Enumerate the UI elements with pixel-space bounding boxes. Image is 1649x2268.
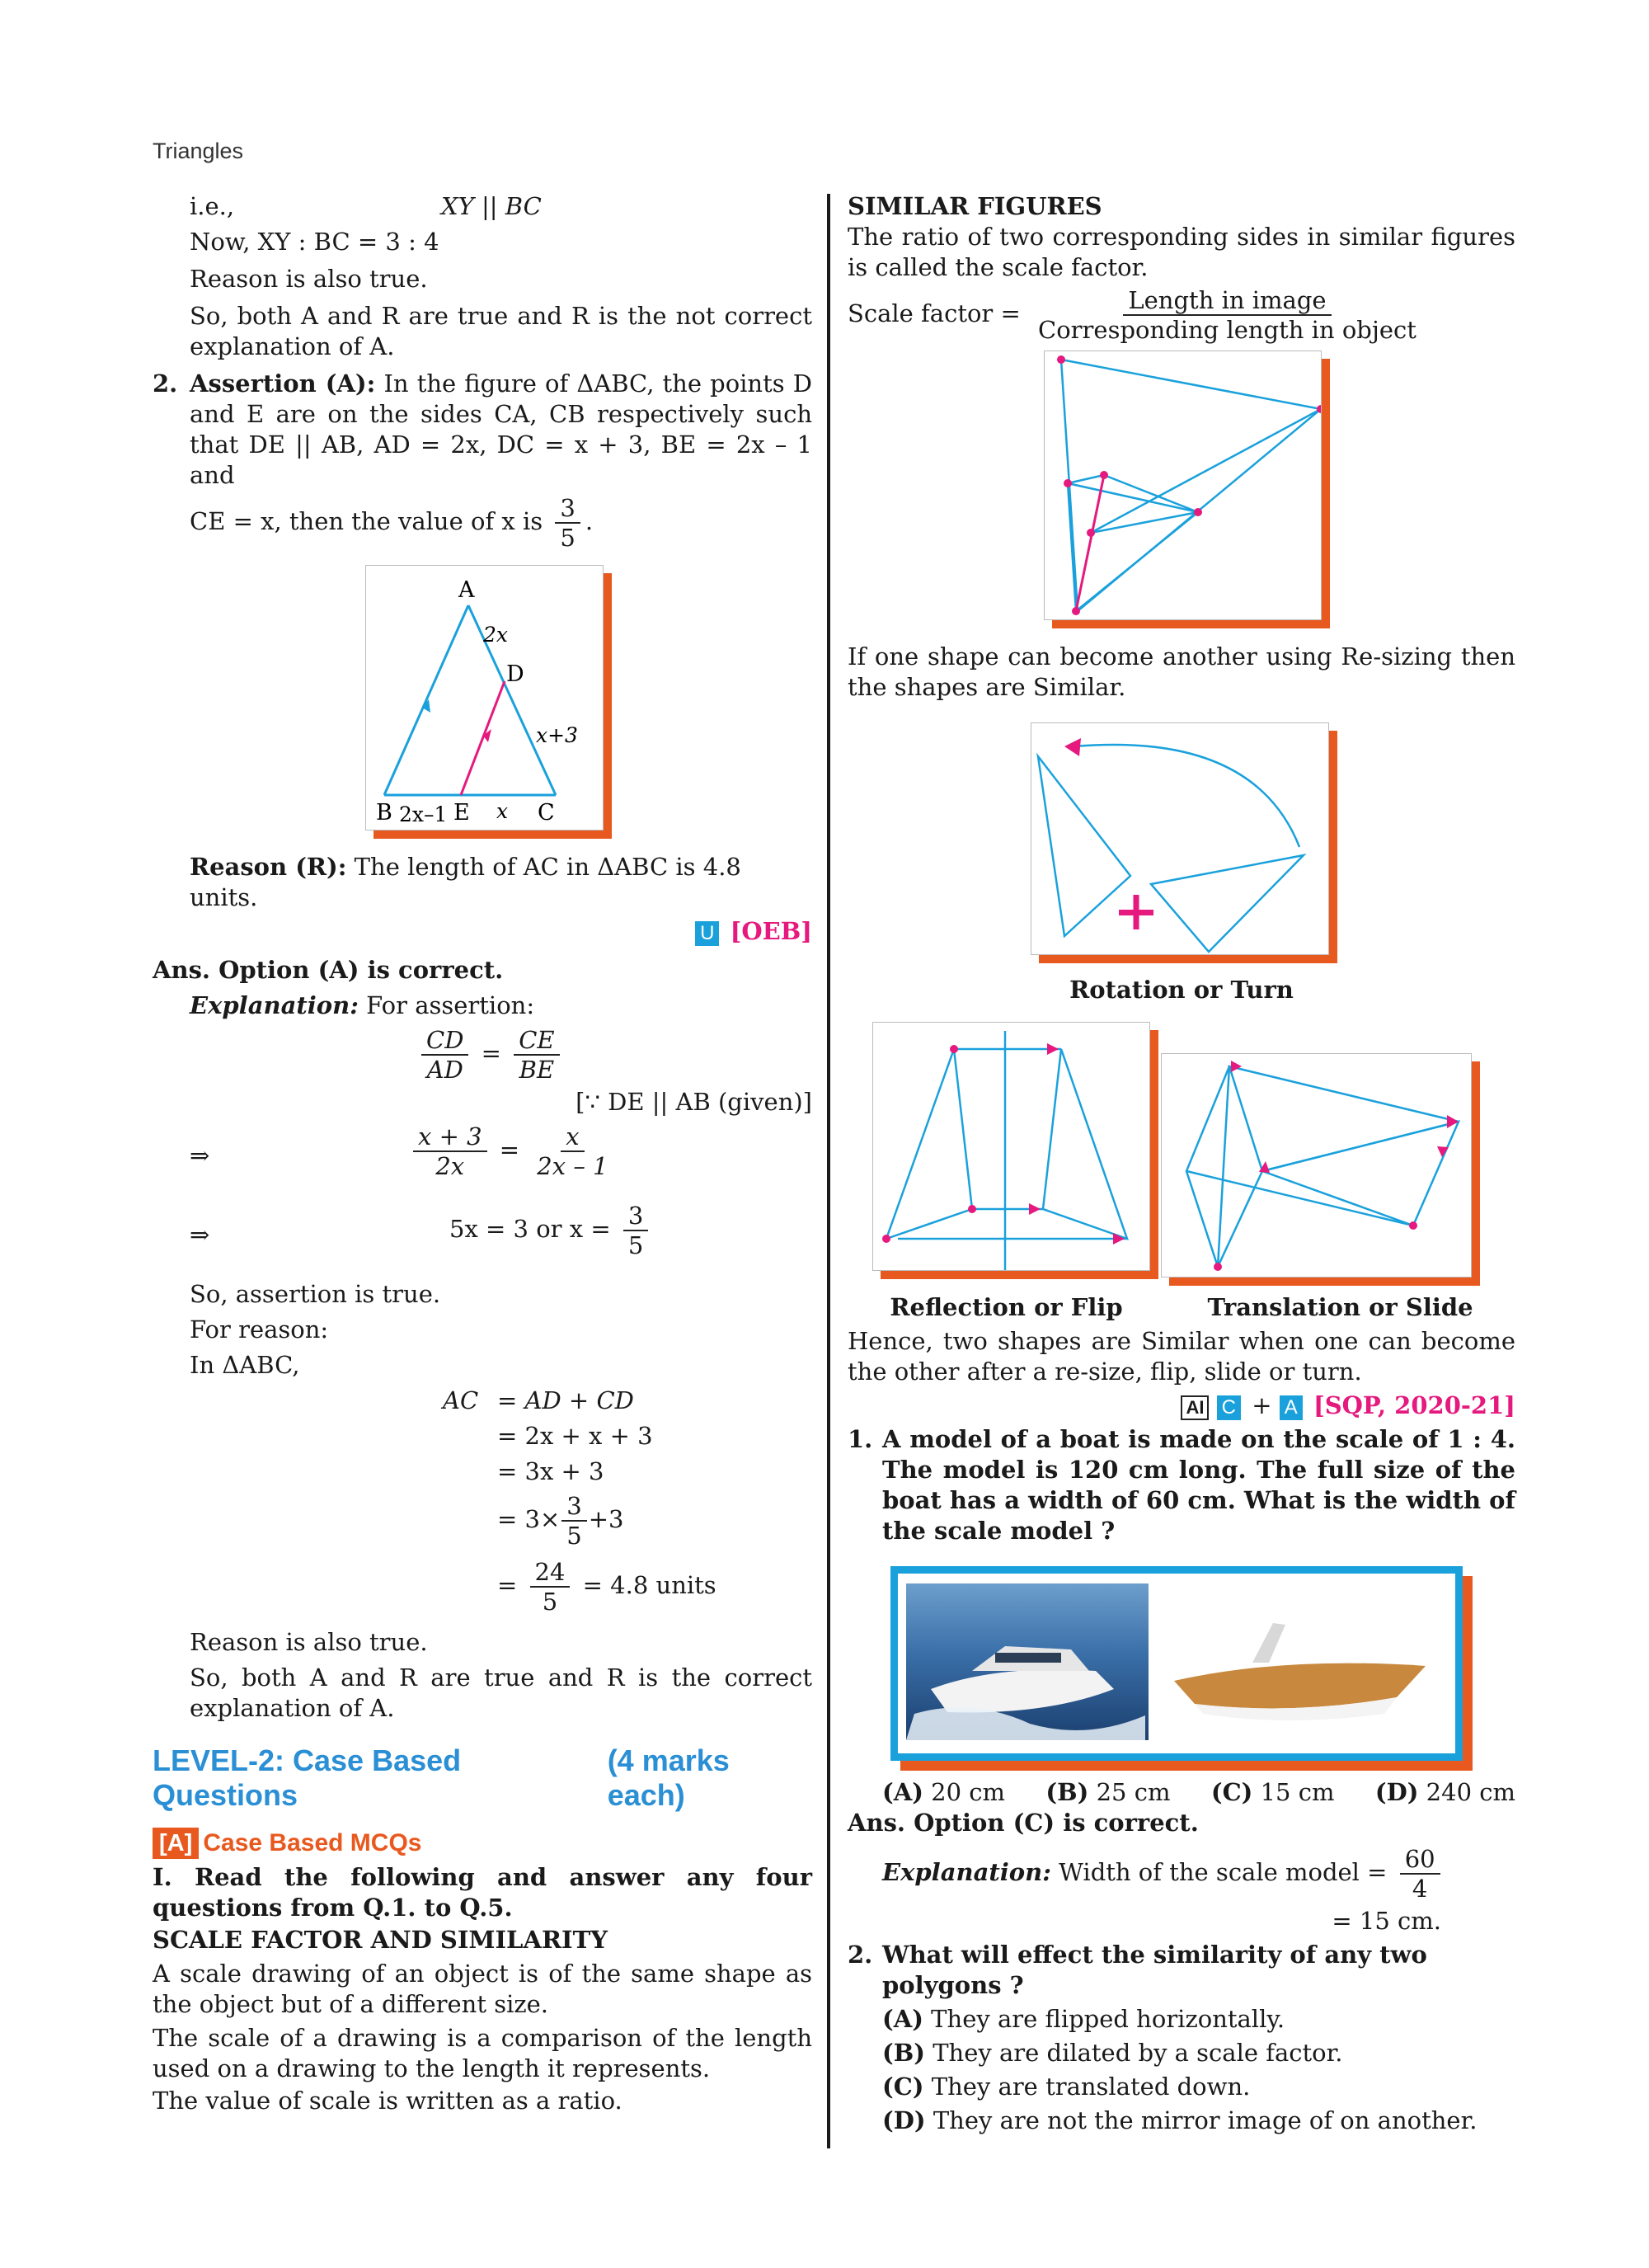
scale-factor-heading: SCALE FACTOR AND SIMILARITY [153, 1926, 608, 1954]
tag-plus: + [1252, 1391, 1272, 1419]
vertex-dot [882, 1235, 890, 1243]
shape-b [1229, 1066, 1459, 1171]
segment-de [461, 681, 505, 795]
equation-1 [153, 1026, 812, 1084]
translation-caption: Translation or Slide [1207, 1293, 1473, 1321]
rotation-arrowhead [1064, 738, 1081, 756]
case-heading [153, 1828, 812, 1859]
rotation-diagram [1031, 723, 1328, 954]
q1-option-c-text: 15 cm [1260, 1778, 1335, 1806]
rotation-arc [1074, 745, 1299, 847]
q1-option-a [882, 1777, 1005, 1808]
q1-answer: Ans. Option (C) is correct. [848, 1809, 1199, 1837]
q1 [848, 1424, 1515, 1546]
label-d: D [506, 661, 524, 687]
level-marks: (4 marks each) [607, 1743, 730, 1812]
vertex-dot [1100, 471, 1108, 479]
q2-option-a-key: (A) [882, 2005, 923, 2033]
translation-diagram [1162, 1054, 1471, 1277]
reflection-diagram [873, 1023, 1149, 1270]
ac5-pre: = [497, 1571, 518, 1599]
connector-4 [1091, 409, 1321, 533]
question-2 [153, 369, 812, 491]
label-x: x [496, 799, 509, 823]
vertex-dot [1409, 1221, 1417, 1230]
scale-factor-formula [848, 286, 1515, 344]
q1-option-b [1045, 1777, 1170, 1808]
reason-text: The length of AC in ΔABC is 4.8 units. [190, 853, 741, 911]
right-shape [1043, 1049, 1127, 1239]
q1-number: 1. [848, 1425, 873, 1453]
ac-line-5 [153, 1558, 812, 1616]
label-2x-1: 2x–1 [399, 802, 448, 826]
scale-factor-label: Scale factor = [848, 299, 1021, 327]
case-tag: [A] [153, 1828, 199, 1859]
q2-option-b-text: They are dilated by a scale factor. [933, 2039, 1343, 2067]
resize-para: If one shape can become another using Re-sizing then the shapes are Similar. [848, 642, 1515, 701]
ac4-den: 5 [566, 1522, 582, 1550]
arrow-top [1047, 1043, 1059, 1055]
arrow-1 [1231, 1061, 1242, 1072]
ac-line-2: = 2x + x + 3 [497, 1422, 653, 1450]
vertex-dot [1194, 508, 1202, 516]
ac-line-1 [153, 1386, 812, 1416]
q1-option-a-key: (A) [882, 1778, 923, 1806]
q2-option-d [848, 2106, 1515, 2136]
answer-line: Ans. Option (A) is correct. [153, 956, 504, 984]
vertex-dot [1064, 479, 1072, 487]
eq3-num: 3 [623, 1202, 648, 1231]
transform-captions [848, 1292, 1515, 1323]
in-abc: In ΔABC, [190, 1351, 300, 1379]
conclusion-1: So, both A and R are true and R is the not correct explanation of A. [190, 302, 812, 360]
rotation-figure [1031, 722, 1329, 955]
eq1-equals: = [481, 1039, 501, 1067]
tag-oeb-line [153, 916, 812, 947]
label-2x: 2x [483, 623, 509, 647]
instruction: I. Read the following and answer any four questions from Q.1. to Q.5. [153, 1863, 812, 1922]
ac4-pre: = 3× [497, 1505, 561, 1533]
q2-option-c-text: They are translated down. [931, 2073, 1251, 2101]
label-e: E [453, 800, 470, 826]
vertex-dot [1072, 607, 1080, 615]
hence-para: Hence, two shapes are Similar when one can become the other after a re-size, flip, slide or turn. [848, 1327, 1515, 1386]
implies-1: ⇒ [190, 1141, 210, 1169]
case-title: Case Based MCQs [203, 1829, 422, 1856]
scale-factor-num: Length in image [1123, 286, 1331, 316]
explanation-text: For assertion: [366, 991, 535, 1019]
similar-figures-para: The ratio of two corresponding sides in similar figures is called the scale factor. [848, 223, 1515, 281]
q1-explanation [848, 1845, 1515, 1903]
small-triangle [1068, 483, 1198, 611]
ie-value: XY || BC [441, 192, 542, 220]
reason-line [153, 852, 812, 913]
q2-option-c [848, 2072, 1515, 2102]
boat-images [890, 1566, 1463, 1761]
q1-text: A model of a boat is made on the scale of 1 : 4. The model is 120 cm long. The full size of the boat has a width of 60 cm. What is the width of the scale model ? [882, 1425, 1515, 1545]
assertion-true: So, assertion is true. [190, 1280, 441, 1308]
left-column [153, 191, 812, 2116]
eq1-r-num: CE [514, 1026, 559, 1056]
ac-label: AC [443, 1386, 479, 1414]
q2-text-end-line: CE = x, then the value of x is $\frac{3}{5}$ . [190, 494, 594, 552]
original-triangle [1151, 855, 1304, 952]
reason-true-1: Reason is also true. [190, 265, 428, 293]
level-heading [153, 1743, 812, 1813]
scale-factor-den: Corresponding length in object [1038, 316, 1416, 344]
equation-3 [153, 1202, 812, 1268]
q2-number: 2. [153, 369, 178, 398]
q1-num: 60 [1400, 1845, 1440, 1875]
ac-line-1-rhs: = AD + CD [497, 1386, 634, 1414]
ie-label: i.e., [190, 192, 235, 220]
vertex-dot [968, 1205, 976, 1213]
q1-option-c [1211, 1777, 1335, 1808]
paragraph-2: The scale of a drawing is a comparison of the length used on a drawing to the length it represents. [153, 2024, 812, 2082]
label-x-plus-3: x+3 [536, 723, 578, 747]
tag-c: C [1217, 1395, 1241, 1420]
q2-text-end: CE = x, then the value of x is [190, 507, 543, 535]
q2-frac-den: 5 [560, 524, 576, 552]
q2-frac-num: 3 [555, 494, 580, 524]
connector-1 [1068, 475, 1104, 483]
large-triangle [1061, 360, 1321, 611]
label-b: B [376, 800, 392, 826]
translation-figure [1161, 1053, 1472, 1278]
yacht-windows [995, 1653, 1061, 1663]
q2-option-d-key: (D) [882, 2106, 926, 2134]
eq1-l-num: CD [421, 1026, 468, 1056]
tag-sqp: [SQP, 2020-21] [1313, 1391, 1515, 1419]
tag-u: U [695, 921, 719, 946]
ac-line-4 [153, 1492, 812, 1550]
eq3-text: 5x = 3 or x = [449, 1215, 611, 1243]
conclusion-2: So, both A and R are true and R is the correct explanation of A. [190, 1663, 812, 1722]
q2-label: Assertion (A): [190, 369, 376, 398]
arrow-bottom [1113, 1233, 1125, 1245]
eq2-equals: = [499, 1136, 520, 1164]
eq3-den: 5 [627, 1231, 644, 1259]
explanation-line [153, 990, 812, 1021]
label-a: A [458, 577, 475, 603]
q2-option-b-key: (B) [882, 2039, 925, 2067]
ac4-post: +3 [588, 1505, 624, 1533]
because-line: [∵ DE || AB (given)] [576, 1088, 812, 1116]
tag-sqp-line [848, 1390, 1515, 1421]
link-2 [1218, 1171, 1262, 1267]
q1-option-d [1375, 1777, 1515, 1808]
q1-option-a-text: 20 cm [931, 1778, 1006, 1806]
speedboat-tower [1252, 1623, 1285, 1663]
column-divider [827, 194, 830, 2148]
arrow-4 [1437, 1146, 1449, 1157]
eq2-l-den: 2x [435, 1152, 465, 1180]
q2-option-a-text: They are flipped horizontally. [931, 2005, 1285, 2033]
explanation-label: Explanation: [190, 991, 359, 1019]
q1-option-b-text: 25 cm [1096, 1778, 1171, 1806]
boat-illustration [898, 1574, 1455, 1753]
q1-option-d-key: (D) [1374, 1778, 1419, 1806]
equation-2 [153, 1122, 812, 1188]
resize-figure [1044, 351, 1322, 620]
eq1-l-den: AD [426, 1056, 463, 1084]
q1-option-c-key: (C) [1210, 1778, 1253, 1806]
implies-2: ⇒ [190, 1221, 210, 1249]
shape-c [1262, 1122, 1459, 1226]
eq1-r-den: BE [519, 1056, 555, 1084]
reason-label: Reason (R): [190, 853, 347, 881]
paragraph-3: The value of scale is written as a ratio. [153, 2087, 622, 2115]
connector-3 [1091, 512, 1198, 533]
ac5-num: 24 [530, 1558, 571, 1588]
triangle-figure [365, 565, 604, 831]
paragraph-1: A scale drawing of an object is of the same shape as the object but of a different size. [153, 1960, 812, 2018]
q2-number-r: 2. [848, 1941, 873, 1969]
page-header: Triangles [153, 139, 244, 163]
q1-option-d-text: 240 cm [1426, 1778, 1515, 1806]
vertex-dot [1057, 355, 1065, 364]
vertex-dot [1214, 1263, 1222, 1271]
q2-option-c-key: (C) [882, 2073, 924, 2101]
q1-option-b-key: (B) [1045, 1778, 1089, 1806]
q2-fraction [555, 494, 580, 552]
q2-text: In the figure of ΔABC, the points D and E are on the sides CA, CB respectively such that DE || AB, AD = 2x, DC = x + 3, BE = 2x – 1 and [190, 369, 812, 489]
tag-ai: AI [1181, 1395, 1209, 1420]
triangle-diagram [366, 566, 603, 830]
q1-expl-text: Width of the scale model = [1059, 1858, 1388, 1886]
q2-option-b [848, 2038, 1515, 2068]
q1-options [848, 1777, 1515, 1808]
resize-diagram [1045, 351, 1321, 619]
right-column [848, 191, 1515, 2136]
level-title: LEVEL-2: Case Based Questions [153, 1743, 462, 1812]
eq2-r-num: x [561, 1122, 584, 1152]
shape-a [1186, 1066, 1229, 1267]
q1-den: 4 [1412, 1875, 1428, 1903]
reflection-figure [872, 1022, 1150, 1271]
arrow-middle [1029, 1203, 1041, 1215]
rotation-caption: Rotation or Turn [1069, 976, 1294, 1004]
reflection-caption: Reflection or Flip [890, 1293, 1123, 1321]
q2-option-d-text: They are not the mirror image of on another. [933, 2106, 1478, 2134]
left-shape [886, 1049, 972, 1239]
reason-true-2: Reason is also true. [190, 1628, 428, 1656]
for-reason: For reason: [190, 1315, 329, 1343]
q2-option-a [848, 2004, 1515, 2035]
q2 [848, 1940, 1515, 2001]
ac-line-3: = 3x + 3 [497, 1457, 604, 1485]
ie-line [153, 191, 812, 222]
eq2-l-num: x + 3 [413, 1122, 487, 1152]
q1-result: = 15 cm. [1332, 1907, 1441, 1935]
transform-figures [848, 1022, 1515, 1286]
vertex-dot [1087, 529, 1095, 537]
vertex-dot [950, 1045, 958, 1053]
eq2-r-den: 2x – 1 [537, 1152, 608, 1180]
side-ab [384, 605, 468, 795]
now-line: Now, XY : BC = 3 : 4 [190, 228, 439, 256]
rotated-triangle [1038, 756, 1130, 936]
ac4-num: 3 [561, 1492, 586, 1522]
tag-a: A [1280, 1395, 1303, 1420]
q1-expl-label: Explanation: [882, 1858, 1051, 1886]
q2-text-r: What will effect the similarity of any two polygons ? [882, 1941, 1427, 1999]
pivot-plus-v [1134, 895, 1139, 929]
tag-oeb: [OEB] [730, 917, 812, 945]
similar-figures-heading: SIMILAR FIGURES [848, 192, 1102, 220]
ac5-post: = 4.8 units [582, 1571, 716, 1599]
ac5-den: 5 [542, 1588, 558, 1616]
label-c: C [538, 800, 555, 826]
side-ac [468, 605, 556, 795]
